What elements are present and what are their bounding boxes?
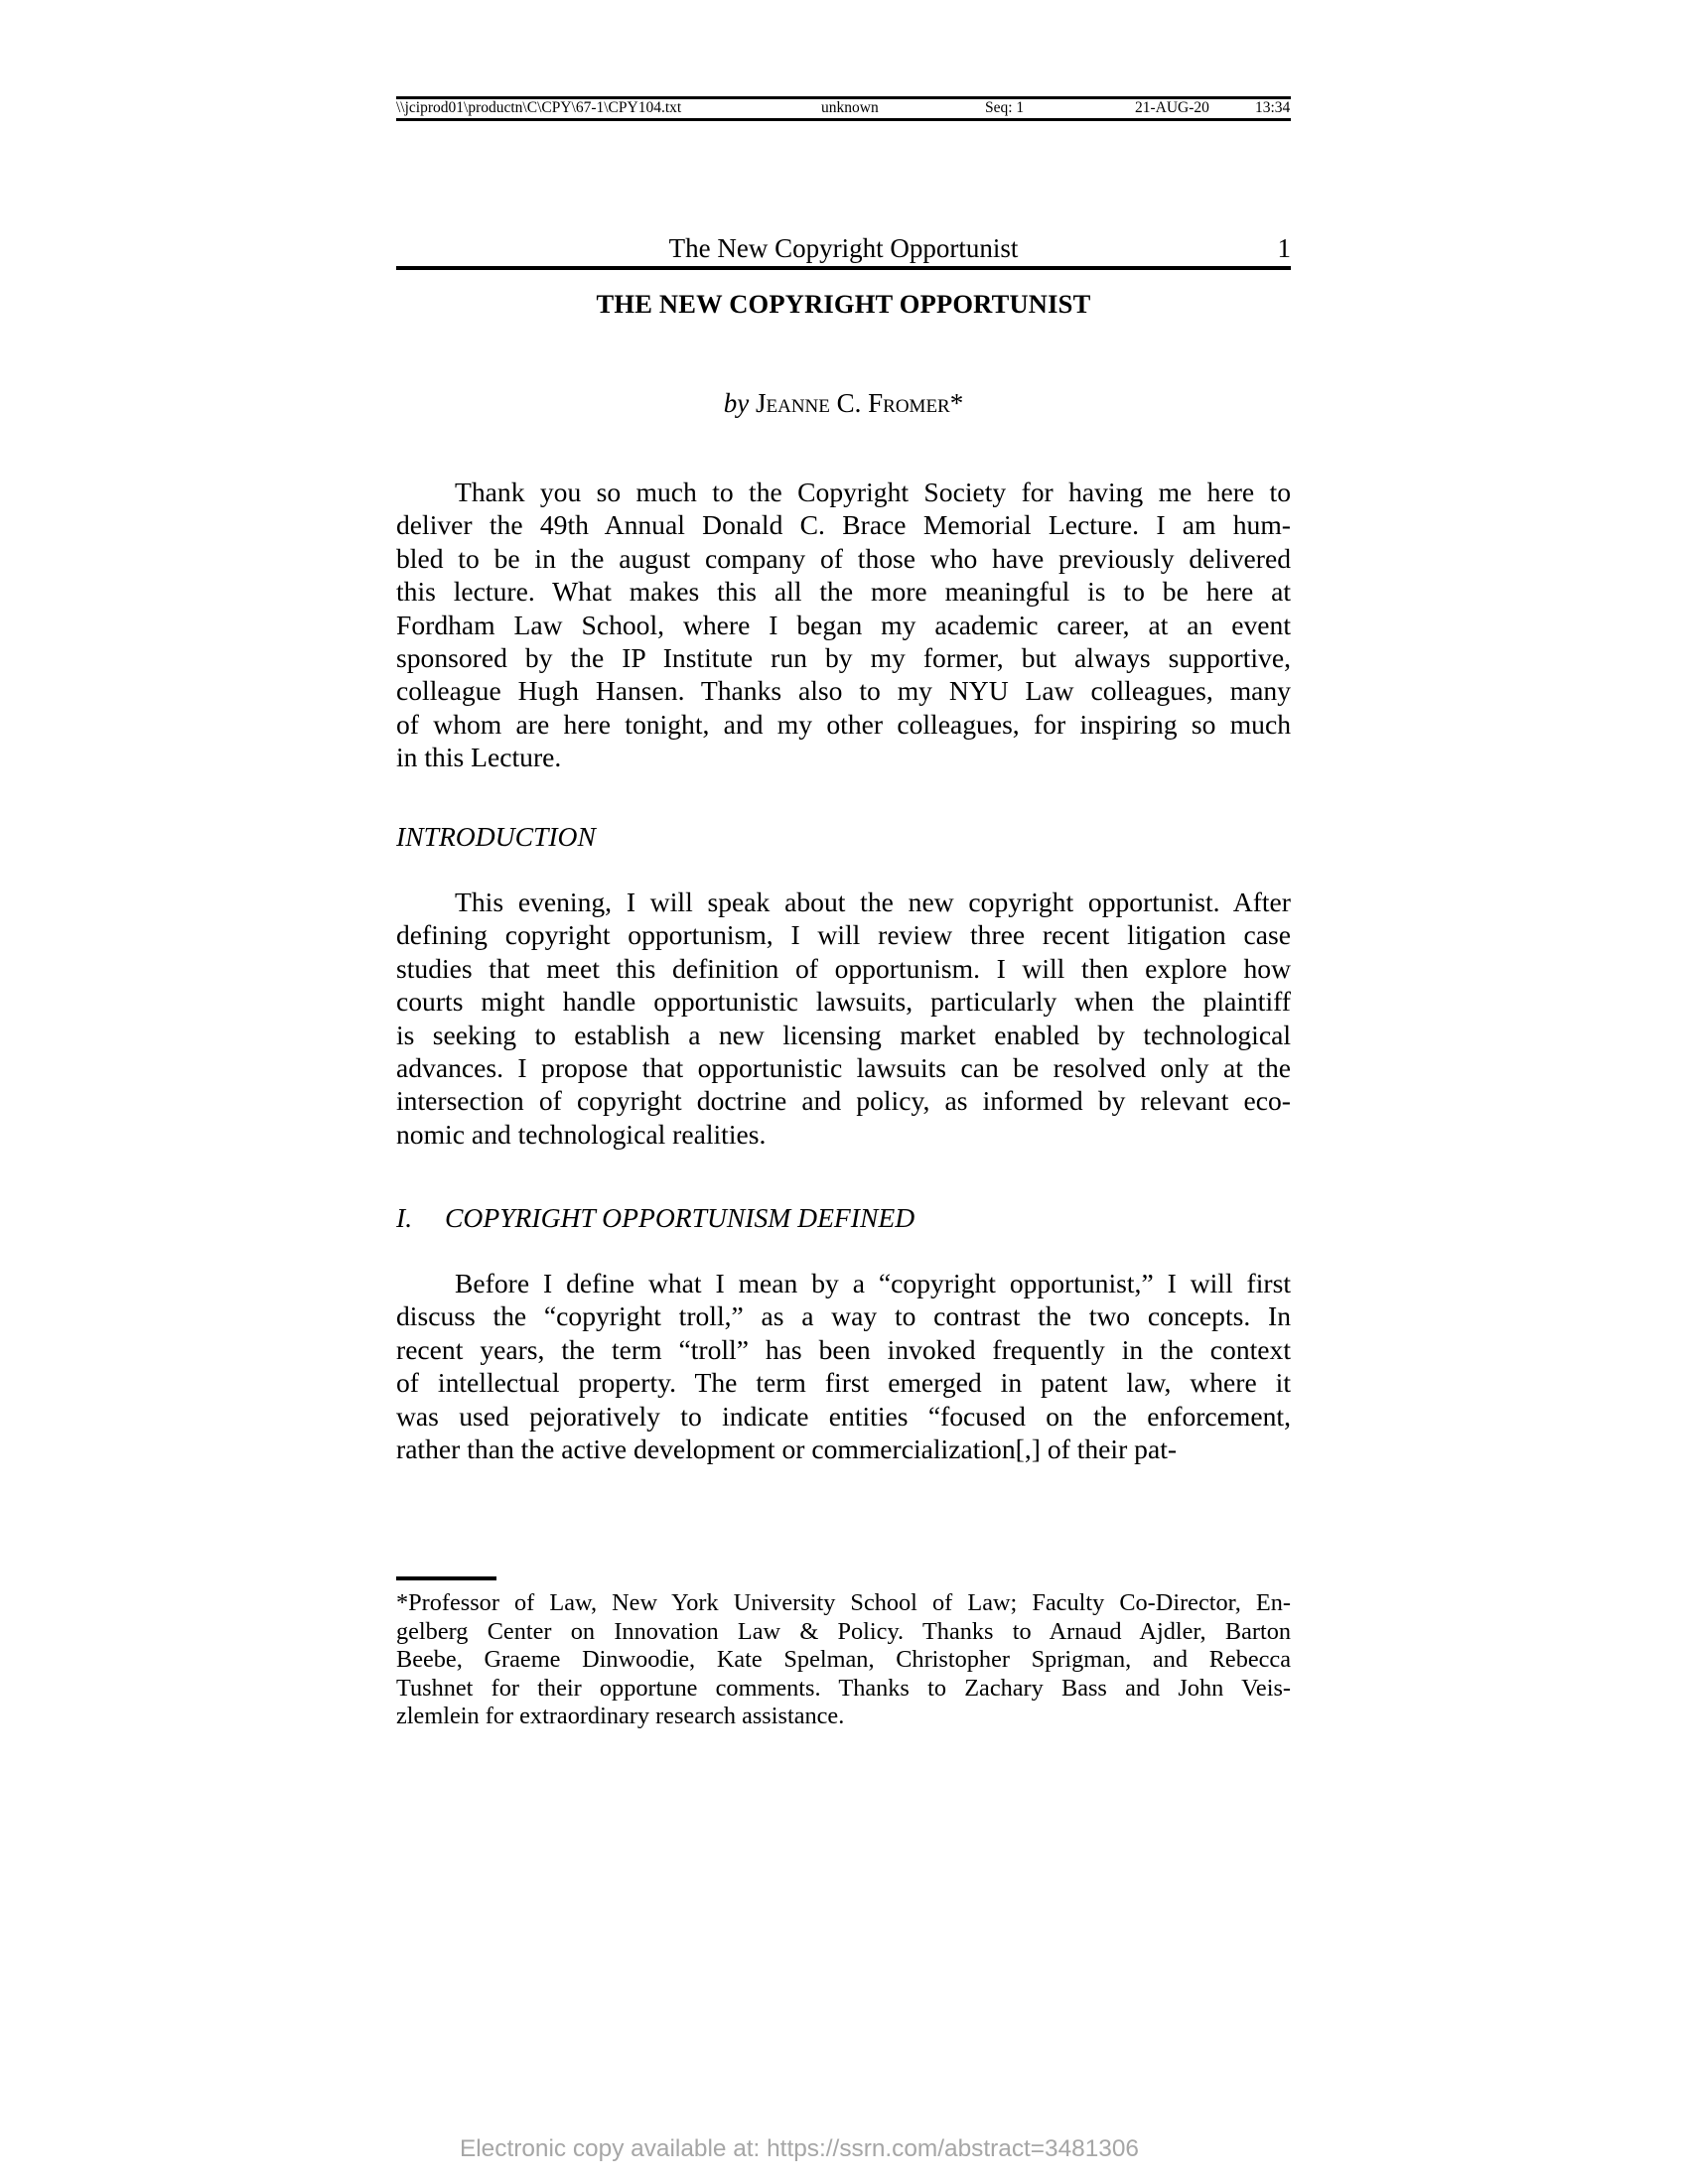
text-line: Beebe, Graeme Dinwoodie, Kate Spelman, Christopher Sprigman, and Rebecca	[396, 1646, 1291, 1674]
text-line: zlemlein for extraordinary research assistance.	[396, 1703, 845, 1730]
text-line: deliver the 49th Annual Donald C. Brace Memorial Lecture. I am hum-	[396, 509, 1291, 541]
text-line: this lecture. What makes this all the more meaningful is to be here at	[396, 576, 1291, 608]
text-line: *Professor of Law, New York University School of Law; Faculty Co-Director, En-	[396, 1589, 1291, 1616]
byline	[396, 387, 1291, 419]
text-line: is seeking to establish a new licensing market enabled by technological	[396, 1019, 1291, 1050]
text-line: courts might handle opportunistic lawsuits, particularly when the plaintiff	[396, 986, 1291, 1018]
ssrn-footer: Electronic copy available at: https://ssrn.com/abstract=3481306	[460, 2135, 1139, 2162]
footnote-rule	[396, 1576, 496, 1580]
file-status: unknown	[821, 99, 879, 116]
text-line: in this Lecture.	[396, 742, 562, 773]
text-line: discuss the “copyright troll,” as a way to contrast the two concepts. In	[396, 1300, 1291, 1332]
text-line: sponsored by the IP Institute run by my former, but always supportive,	[396, 641, 1291, 673]
paragraph-acknowledgment	[396, 476, 1291, 774]
text-line: colleague Hugh Hansen. Thanks also to my NYU Law colleagues, many	[396, 675, 1291, 707]
footnote	[396, 1589, 1291, 1731]
author-name: Jeanne C. Fromer*	[756, 388, 964, 418]
heading-introduction: INTRODUCTION	[396, 821, 596, 852]
byline-prefix: by	[723, 388, 750, 418]
file-path: \\jciprod01\productn\C\CPY\67-1\CPY104.txt	[396, 99, 682, 116]
text-line: of whom are here tonight, and my other colleagues, for inspiring so much	[396, 708, 1291, 740]
paragraph-section-one	[396, 1267, 1291, 1465]
heading-section-one	[396, 1201, 914, 1234]
running-head-rule	[396, 266, 1291, 270]
file-seq: Seq: 1	[985, 99, 1025, 116]
paragraph-introduction	[396, 886, 1291, 1151]
file-time: 13:34	[1255, 99, 1291, 116]
text-line: gelberg Center on Innovation Law & Policy. Thanks to Arnaud Ajdler, Barton	[396, 1617, 1291, 1645]
section-number: I.	[396, 1202, 413, 1233]
text-line: recent years, the term “troll” has been invoked frequently in the context	[396, 1333, 1291, 1365]
text-line: defining copyright opportunism, I will review three recent litigation case	[396, 919, 1291, 951]
text-line: advances. I propose that opportunistic lawsuits can be resolved only at the	[396, 1051, 1291, 1083]
text-line: nomic and technological realities.	[396, 1118, 767, 1150]
text-line: rather than the active development or commercialization[,] of their pat-	[396, 1433, 1178, 1464]
text-line: studies that meet this definition of opportunism. I will then explore how	[396, 952, 1291, 984]
text-line: of intellectual property. The term first emerged in patent law, where it	[396, 1367, 1291, 1399]
text-line: This evening, I will speak about the new copyright opportunist. After	[455, 887, 1291, 917]
file-date: 21-AUG-20	[1135, 99, 1209, 116]
text-line: Thank you so much to the Copyright Society for having me here to	[455, 477, 1291, 507]
text-line: Fordham Law School, where I began my academic career, at an event	[396, 609, 1291, 640]
running-head	[396, 232, 1291, 264]
article-title: THE NEW COPYRIGHT OPPORTUNIST	[596, 289, 1091, 319]
section-title: COPYRIGHT OPPORTUNISM DEFINED	[445, 1202, 915, 1233]
text-line: bled to be in the august company of those who have previously delivered	[396, 542, 1291, 574]
running-head-title: The New Copyright Opportunist	[668, 233, 1019, 263]
text-line: Before I define what I mean by a “copyright opportunist,” I will first	[455, 1268, 1291, 1298]
text-line: was used pejoratively to indicate entities “focused on the enforcement,	[396, 1400, 1291, 1432]
text-line: Tushnet for their opportune comments. Thanks to Zachary Bass and John Veis-	[396, 1674, 1291, 1702]
text-line: intersection of copyright doctrine and policy, as informed by relevant eco-	[396, 1085, 1291, 1117]
file-header-bottom-rule	[396, 118, 1291, 121]
page-number: 1	[1277, 233, 1291, 263]
